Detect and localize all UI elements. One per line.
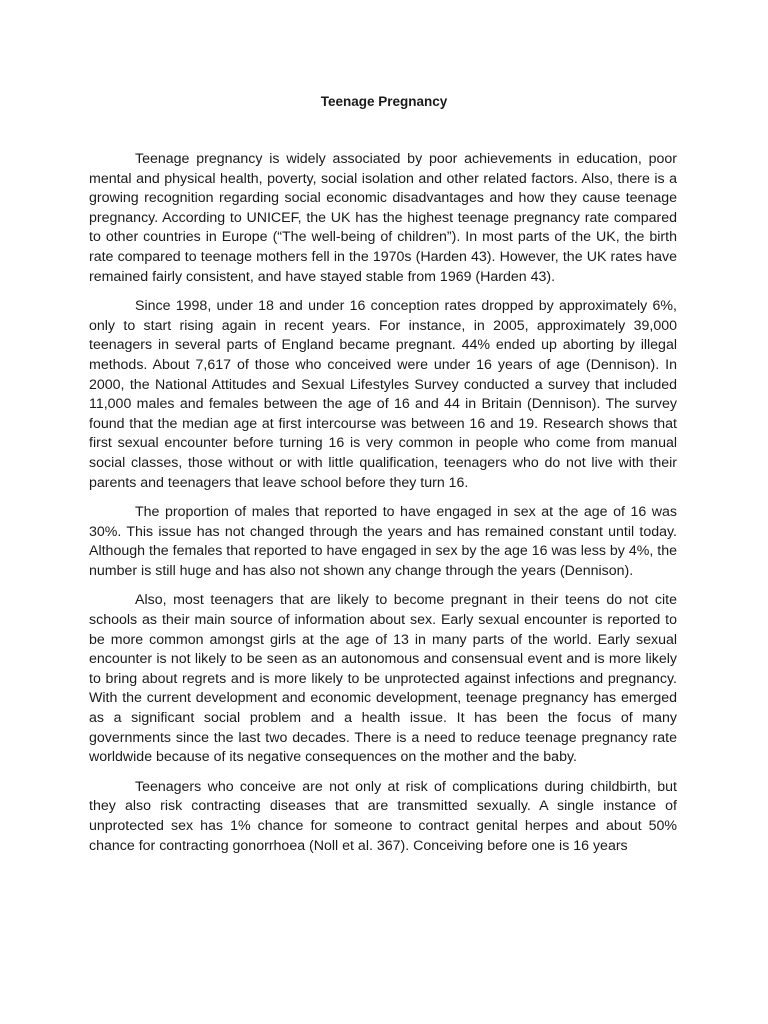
paragraph: Teenage pregnancy is widely associated by poor achievements in education, poor mental and physical health, poverty, social isolation and other related factors. Also, there is a growing recognition regarding social economic disadvantages and how they cause teenage pregnancy. According to UNICEF, the UK has the highest teenage pregnancy rate compared to other countries in Europe (“The well-being of children”). In most parts of the UK, the birth rate compared to teenage mothers fell in the 1970s (Harden 43). However, the UK rates have remained fairly consistent, and have stayed stable from 1969 (Harden 43).	[89, 151, 677, 285]
paragraph: Since 1998, under 18 and under 16 conception rates dropped by approximately 6%, only to start rising again in recent years. For instance, in 2005, approximately 39,000 teenagers in several parts of England became pregnant. 44% ended up aborting by illegal methods. About 7,617 of those who conceived were under 16 years of age (Dennison). In 2000, the National Attitudes and Sexual Lifestyles Survey conducted a survey that included 11,000 males and females between the age of 16 and 44 in Britain (Dennison). The survey found that the median age at first intercourse was between 16 and 19. Research shows that first sexual encounter before turning 16 is very common in people who come from manual social classes, those without or with little qualification, teenagers who do not live with their parents and teenagers that leave school before they turn 16.	[89, 298, 677, 491]
document-body	[89, 150, 677, 866]
document-title: Teenage Pregnancy	[320, 94, 448, 109]
paragraph: The proportion of males that reported to have engaged in sex at the age of 16 was 30%. This issue has not changed through the years and has remained constant until today. Although the females that reported to have engaged in sex by the age 16 was less by 4%, the number is still huge and has also not shown any change through the years (Dennison).	[89, 504, 677, 579]
paragraph: Teenagers who conceive are not only at risk of complications during childbirth, but they also risk contracting diseases that are transmitted sexually. A single instance of unprotected sex has 1% chance for someone to contract genital herpes and about 50% chance for contracting gonorrhoea (Noll et al. 367). Conceiving before one is 16 years	[89, 778, 677, 854]
paragraph: Also, most teenagers that are likely to become pregnant in their teens do not cite schools as their main source of information about sex. Early sexual encounter is reported to be more common amongst girls at the age of 13 in many parts of the world. Early sexual encounter is not likely to be seen as an autonomous and consensual event and is more likely to bring about regrets and is more likely to be unprotected against infections and pregnancy. With the current development and economic development, teenage pregnancy has emerged as a significant social problem and a health issue. It has been the focus of many governments since the last two decades. There is a need to reduce teenage pregnancy rate worldwide because of its negative consequences on the mother and the baby.	[89, 592, 677, 766]
